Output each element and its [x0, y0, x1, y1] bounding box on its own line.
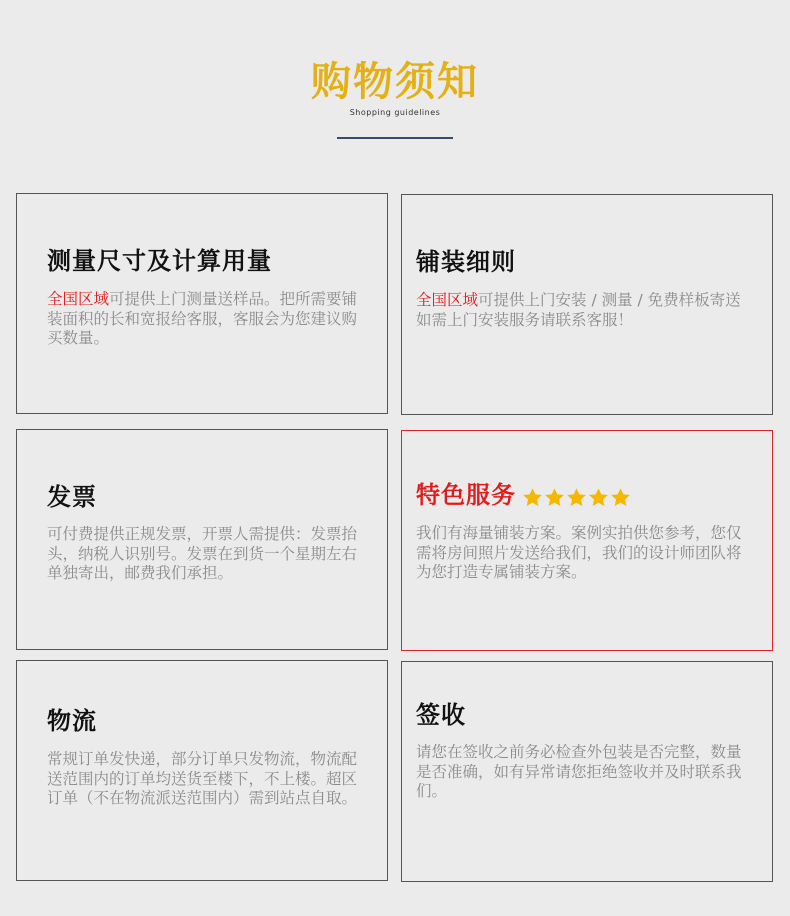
star-icon: [522, 487, 543, 508]
card-body-text: 可提供上门安装 / 测量 / 免费样板寄送如需上门安装服务请联系客服！: [416, 291, 741, 329]
card-signing: [401, 661, 773, 882]
title-underline: [337, 137, 453, 139]
star-icon: [566, 487, 587, 508]
card-body: [47, 290, 367, 349]
card-invoice: [16, 429, 388, 650]
star-icon: [610, 487, 631, 508]
card-title: 发票: [47, 483, 97, 511]
card-body-text: 可提供上门测量送样品。把所需要铺装面积的长和宽报给客服，客服会为您建议购买数量。: [47, 290, 358, 347]
card-title-text: 特色服务: [416, 481, 516, 509]
card-body: 常规订单发快递，部分订单只发物流，物流配送范围内的订单均送货至楼下，不上楼。超区订单（不在物流派送范围内）需到站点自取。: [47, 750, 358, 807]
card-title: 铺装细则: [416, 248, 516, 276]
card-special-service: [401, 430, 773, 651]
rating-stars: [522, 481, 632, 511]
card-logistics: [16, 660, 388, 881]
card-body: 可付费提供正规发票，开票人需提供：发票抬头，纳税人识别号。发票在到货一个星期左右单独寄出，邮费我们承担。: [47, 525, 358, 582]
card-body: 我们有海量铺装方案。案例实拍供您参考，您仅需将房间照片发送给我们，我们的设计师团队将为您打造专属铺装方案。: [416, 524, 742, 581]
page-title: 购物须知: [311, 59, 479, 105]
region-highlight: 全国区域: [47, 290, 110, 308]
page-subtitle: Shopping guidelines: [349, 108, 441, 117]
card-title: 签收: [416, 701, 466, 729]
card-body: [416, 291, 756, 330]
card-title: [416, 480, 632, 511]
star-icon: [588, 487, 609, 508]
region-highlight: 全国区域: [416, 291, 479, 309]
star-icon: [544, 487, 565, 508]
card-installation: [401, 194, 773, 415]
card-title: 物流: [47, 707, 97, 735]
header: [0, 0, 790, 150]
card-measurement: [16, 193, 388, 414]
card-body: 请您在签收之前务必检查外包装是否完整，数量是否准确，如有异常请您拒绝签收并及时联系我们。: [416, 743, 742, 800]
card-title: 测量尺寸及计算用量: [47, 247, 272, 275]
